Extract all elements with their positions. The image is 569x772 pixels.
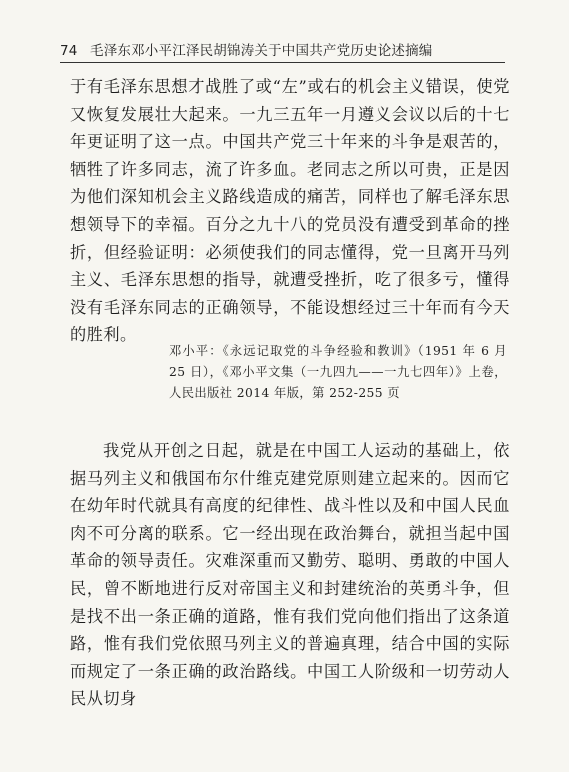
body-paragraph-1: 于有毛泽东思想才战胜了或“左”或右的机会主义错误，使党又恢复发展壮大起来。一九三五年一月遵义会议以后的十七年更证明了这一点。中国共产党三十年来的斗争是艰苦的，牺牲了许多同志，流了许多血。老同志之所以可贵，正是因为他们深知机会主义路线造成的痛苦，同样也了解毛泽东思想领导下的幸福。百分之九十八的党员没有遭受到革命的挫折，但经验证明：必须使我们的同志懂得，党一旦离开马列主义、毛泽东思想的指导，就遭受挫折，吃了很多亏，懂得没有毛泽东同志的正确领导，不能设想经过三十年而有今天的胜利。 — [70, 77, 510, 345]
page-number: 74 — [60, 43, 78, 59]
header-divider — [60, 62, 505, 63]
running-header — [60, 39, 505, 59]
book-title: 毛泽东邓小平江泽民胡锦涛关于中国共产党历史论述摘编 — [90, 43, 433, 59]
source-citation: 邓小平：《永远记取党的斗争经验和教训》（1951 年 6 月 25 日），《邓小平文集（一九四九——一九七四年）》上卷，人民出版社 2014 年版，第 252-255 页 — [169, 344, 507, 400]
body-paragraph-2: 我党从开创之日起，就是在中国工人运动的基础上，依据马列主义和俄国布尔什维克建党原则建立起来的。因而它在幼年时代就具有高度的纪律性、战斗性以及和中国人民血肉不可分离的联系。它一经出现在政治舞台，就担当起中国革命的领导责任。灾难深重而又勤劳、聪明、勇敢的中国人民，曾不断地进行反对帝国主义和封建统治的英勇斗争，但是找不出一条正确的道路，惟有我们党向他们指出了这条道路，惟有我们党依照马列主义的普遍真理，结合中国的实际而规定了一条正确的政治路线。中国工人阶级和一切劳动人民从切身 — [70, 441, 510, 709]
